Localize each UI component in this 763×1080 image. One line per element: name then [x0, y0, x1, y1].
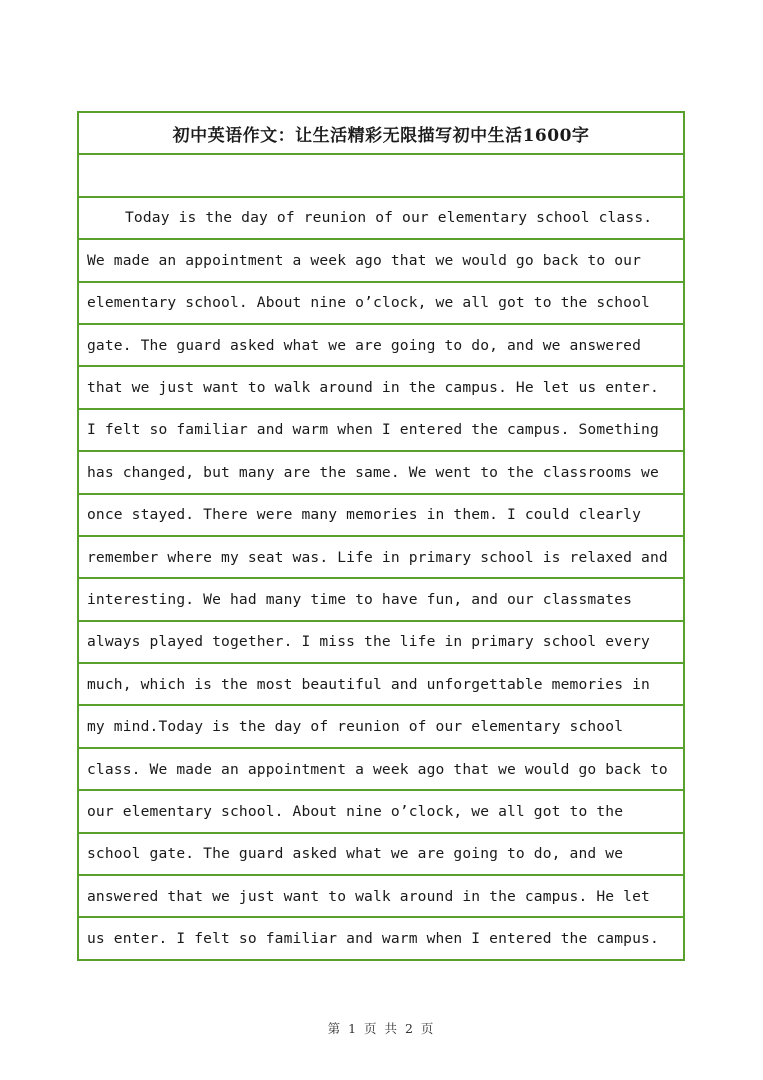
text-line-content: has changed, but many are the same. We went to the classrooms we: [87, 463, 659, 481]
text-line-18: [79, 918, 683, 960]
document-title: [79, 113, 683, 155]
text-line-12: [79, 664, 683, 706]
text-line-content: school gate. The guard asked what we are going to do, and we: [87, 845, 624, 863]
text-line-content: interesting. We had many time to have fun, and our classmates: [87, 590, 633, 608]
text-line-7: [79, 452, 683, 494]
text-line-content: once stayed. There were many memories in them. I could clearly: [87, 506, 642, 524]
text-line-10: [79, 579, 683, 621]
document-title-text: 初中英语作文：让生活精彩无限描写初中生活1600字: [172, 125, 590, 146]
text-line-3: [79, 283, 683, 325]
text-line-11: [79, 622, 683, 664]
text-line-14: [79, 749, 683, 791]
text-line-content: much, which is the most beautiful and unforgettable memories in: [87, 675, 650, 693]
text-line-2: [79, 240, 683, 282]
text-line-1: [79, 198, 683, 240]
text-line-content: Today is the day of reunion of our elementary school class.: [125, 209, 653, 227]
text-line-4: [79, 325, 683, 367]
text-line-13: [79, 706, 683, 748]
text-line-content: that we just want to walk around in the campus. He let us enter.: [87, 379, 659, 397]
text-line-content: us enter. I felt so familiar and warm when I entered the campus.: [87, 930, 659, 948]
blank-row: [79, 155, 683, 197]
lined-writing-grid: [77, 111, 685, 961]
text-line-content: We made an appointment a week ago that we would go back to our: [87, 251, 642, 269]
text-line-16: [79, 834, 683, 876]
text-line-content: class. We made an appointment a week ago that we would go back to: [87, 760, 668, 778]
text-line-content: always played together. I miss the life in primary school every: [87, 633, 650, 651]
text-line-5: [79, 367, 683, 409]
text-line-content: answered that we just want to walk around in the campus. He let: [87, 887, 650, 905]
text-line-content: my mind.Today is the day of reunion of our elementary school: [87, 718, 624, 736]
text-line-8: [79, 495, 683, 537]
text-line-content: gate. The guard asked what we are going to do, and we answered: [87, 336, 642, 354]
text-line-content: I felt so familiar and warm when I entered the campus. Something: [87, 421, 659, 439]
text-line-9: [79, 537, 683, 579]
text-line-17: [79, 876, 683, 918]
text-line-content: our elementary school. About nine o’clock, we all got to the: [87, 802, 624, 820]
page-number-footer: 第 1 页 共 2 页: [327, 1021, 436, 1036]
text-line-6: [79, 410, 683, 452]
text-line-15: [79, 791, 683, 833]
text-line-content: elementary school. About nine o’clock, we all got to the school: [87, 294, 650, 312]
text-line-content: remember where my seat was. Life in primary school is relaxed and: [87, 548, 668, 566]
